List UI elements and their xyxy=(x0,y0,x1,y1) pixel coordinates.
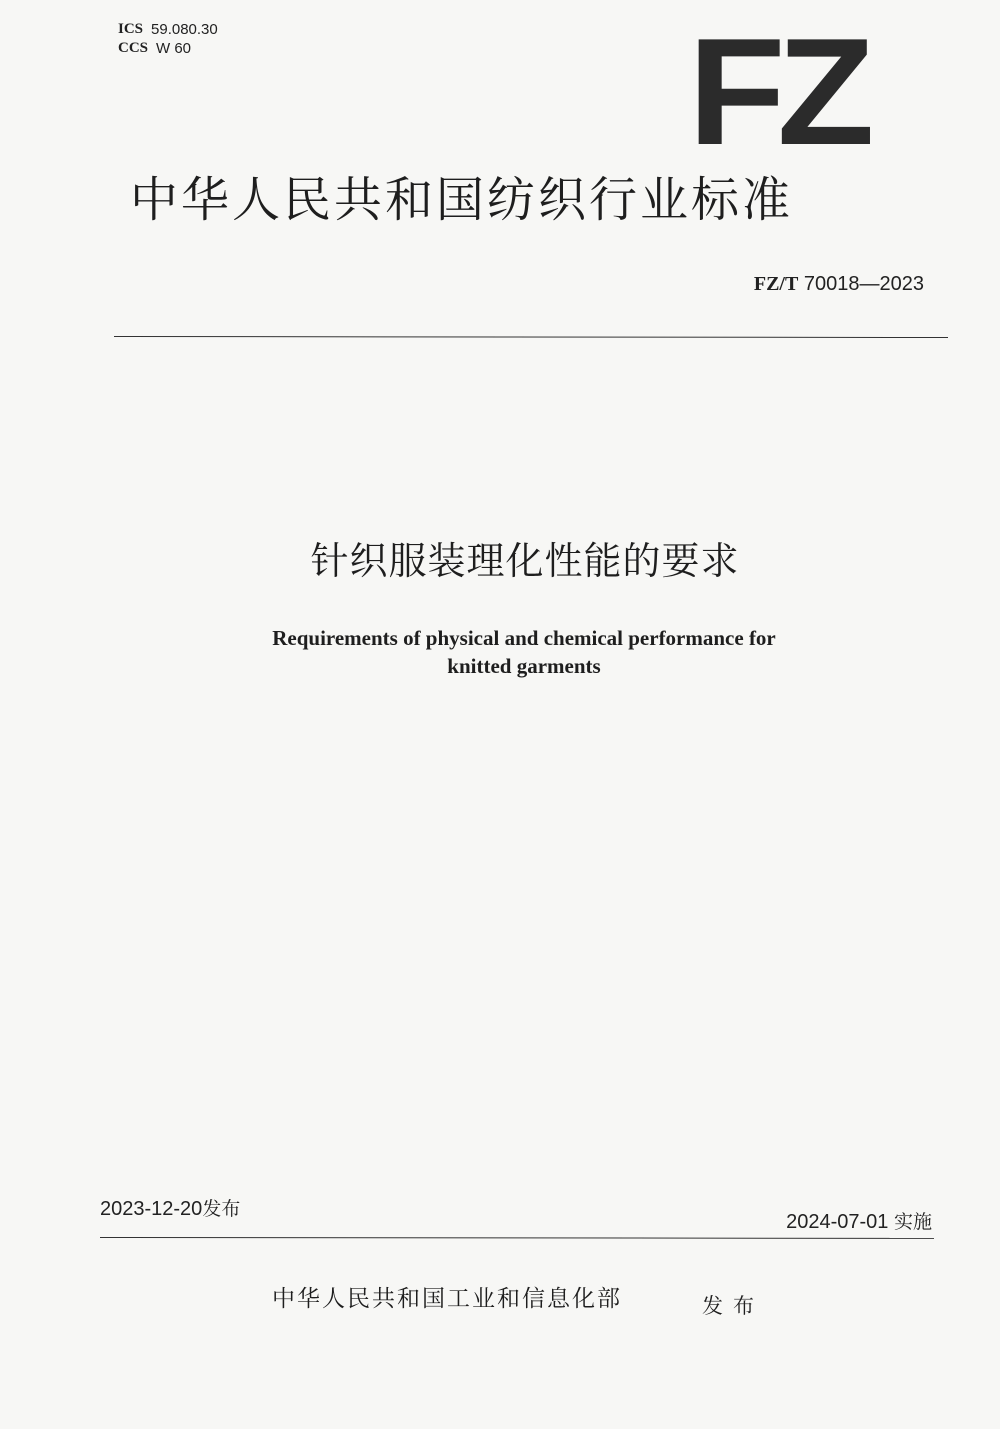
classification-codes xyxy=(118,20,218,58)
implementation-label: 实施 xyxy=(893,1211,932,1233)
publisher-name: 中华人民共和国工业和信息化部 xyxy=(272,1286,622,1312)
document-title-english xyxy=(0,624,1000,680)
issue-date xyxy=(100,1194,240,1221)
ccs-code xyxy=(118,39,218,58)
ics-label: ICS xyxy=(118,21,144,37)
ics-value: 59.080.30 xyxy=(151,21,218,38)
ccs-value: W 60 xyxy=(156,40,192,57)
standard-category-title: 中华人民共和国纺织行业标准 xyxy=(130,172,794,228)
standard-number xyxy=(754,273,924,296)
issue-label: 发布 xyxy=(202,1198,241,1220)
implementation-date-value: 2024-07-01 xyxy=(786,1211,889,1233)
standard-number-prefix: FZ/T xyxy=(753,273,799,295)
issue-date-value: 2023-12-20 xyxy=(100,1198,203,1220)
document-title-english-line1: Requirements of physical and chemical performance for xyxy=(272,626,776,650)
ccs-label: CCS xyxy=(118,40,149,56)
top-divider xyxy=(114,336,948,338)
ics-code xyxy=(118,20,218,39)
document-title-chinese: 针织服装理化性能的要求 xyxy=(310,539,740,583)
implementation-date xyxy=(786,1207,932,1234)
bottom-divider xyxy=(100,1237,934,1239)
standard-number-value: 70018—2023 xyxy=(803,273,924,295)
publish-label: 发布 xyxy=(702,1294,764,1318)
document-title-english-line2: knitted garments xyxy=(447,654,601,678)
fz-logo: FZ xyxy=(688,7,867,177)
